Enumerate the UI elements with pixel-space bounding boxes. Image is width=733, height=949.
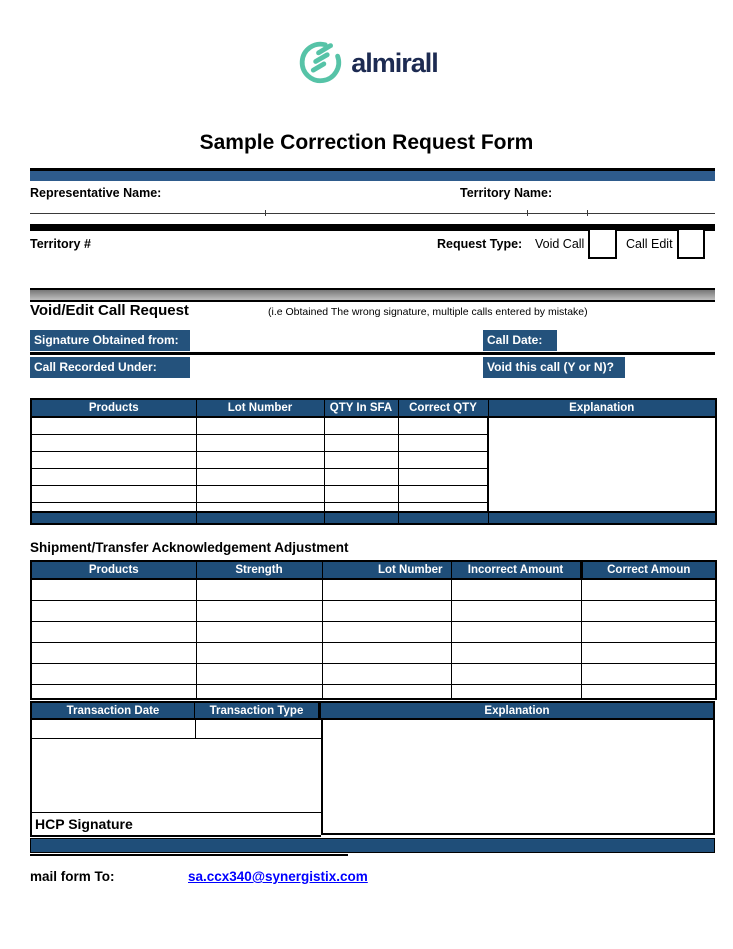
top-navy-bar (30, 168, 715, 181)
rule-tick (527, 210, 528, 216)
transaction-header-row (30, 701, 715, 720)
table-footer-bar (31, 512, 716, 524)
col-correct-qty: Correct QTY (398, 399, 488, 417)
col-explanation: Explanation (484, 705, 550, 717)
void-call-checkbox[interactable] (588, 228, 617, 259)
col-incorrect-amount: Incorrect Amount (451, 561, 581, 579)
table-row (31, 621, 716, 642)
request-type-label: Request Type: (437, 237, 523, 251)
transaction-type-cell (196, 720, 321, 738)
void-edit-section-hint: (i.e Obtained The wrong signature, multiple calls entered by mistake) (268, 306, 588, 318)
bottom-navy-bar (30, 838, 715, 853)
section-gray-bar (30, 288, 715, 302)
almirall-logo (0, 36, 733, 91)
fill-in-rule (30, 213, 715, 214)
rule-tick (587, 210, 588, 216)
call-edit-checkbox[interactable] (677, 228, 705, 259)
col-correct-amount: Correct Amoun (581, 561, 716, 579)
mail-form-label: mail form To: (30, 869, 115, 884)
explanation-cell (488, 417, 716, 512)
col-explanation: Explanation (488, 399, 716, 417)
signature-region (30, 720, 321, 837)
territory-name-label: Territory Name: (460, 186, 553, 200)
rule-tick (265, 210, 266, 216)
col-products: Products (31, 399, 196, 417)
table-row (31, 417, 716, 434)
shipment-section-heading: Shipment/Transfer Acknowledgement Adjustment (30, 540, 349, 555)
bottom-black-line (30, 854, 348, 856)
col-transaction-type: Transaction Type (195, 703, 321, 718)
col-products: Products (31, 561, 196, 579)
col-transaction-date: Transaction Date (32, 703, 195, 718)
shipment-adjustment-table (30, 560, 717, 700)
brand-wordmark: almirall (351, 48, 438, 78)
void-question-label: Void this call (Y or N)? (483, 357, 625, 378)
hcp-signature-label: HCP Signature (32, 812, 321, 836)
explanation-box (321, 720, 715, 835)
call-recorded-label: Call Recorded Under: (30, 357, 190, 378)
table-row (31, 663, 716, 684)
col-lot-number: Lot Number (322, 561, 451, 579)
almirall-circle-stripes-icon (295, 36, 345, 91)
col-lot-number: Lot Number (196, 399, 324, 417)
void-edit-section-heading: Void/Edit Call Request (30, 302, 189, 319)
call-table-header-row (31, 399, 716, 417)
void-call-label: Void Call (535, 237, 585, 251)
col-qty-in-sfa: QTY In SFA (324, 399, 398, 417)
signature-area (32, 739, 321, 812)
col-strength: Strength (196, 561, 322, 579)
transaction-value-row (32, 720, 321, 739)
table-row (31, 579, 716, 600)
ship-table-header-row (31, 561, 716, 579)
call-date-label: Call Date: (483, 330, 557, 351)
call-correction-table (30, 398, 717, 525)
page-title: Sample Correction Request Form (199, 131, 534, 154)
divider-line (30, 352, 715, 355)
email-link[interactable]: sa.ccx340@synergistix.com (188, 869, 368, 884)
transaction-date-cell (32, 720, 196, 738)
table-row (31, 684, 716, 699)
territory-number-label: Territory # (30, 237, 91, 251)
representative-name-label: Representative Name: (30, 186, 162, 200)
call-edit-label: Call Edit (626, 237, 673, 251)
table-row (31, 642, 716, 663)
signature-obtained-label: Signature Obtained from: (30, 330, 190, 351)
table-row (31, 600, 716, 621)
